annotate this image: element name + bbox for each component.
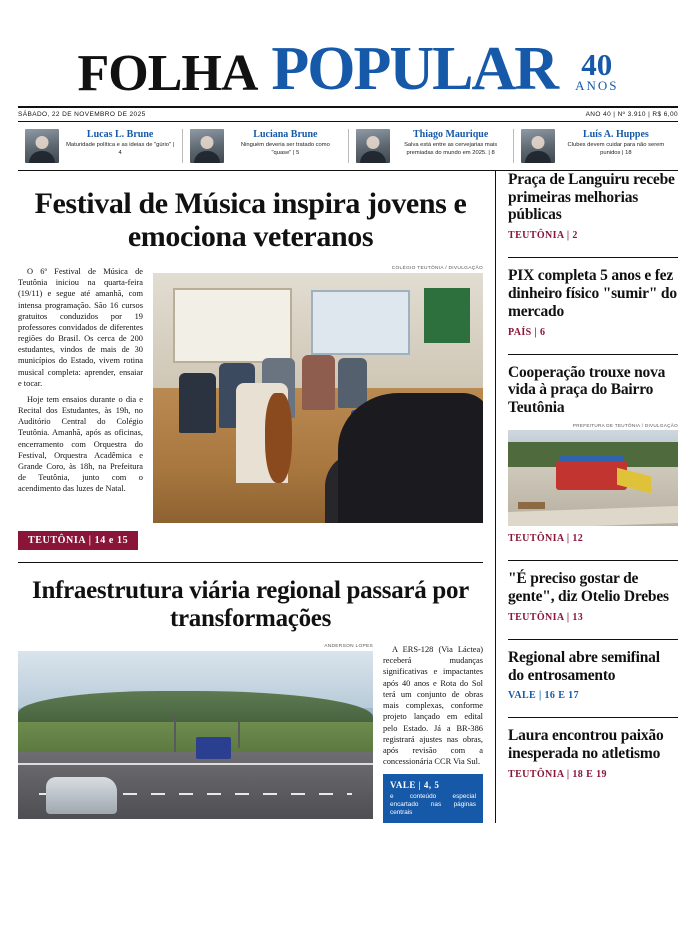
sidebar-headline: Regional abre semifinal do entrosamento	[508, 648, 660, 684]
columnist-teaser: Maturidade política e as ideias de "gúrio" | 4	[66, 141, 175, 156]
lead-figure	[153, 266, 483, 523]
lead-paragraph: O 6º Festival de Música de Teutônia iniciou na quarta-feira (19/11) e segue até amanhã, com intensa programação. São 16 cursos gratuitos conduzidos por 19 professores convidados de diferentes regiões do Brasil. Os cerca de 200 estudantes, vindos de mais de 30 municípios do Estado, vivem rotina musical completa: aprender, ensaiar e tocar.	[18, 266, 143, 388]
sidebar-divider	[508, 717, 678, 718]
masthead-title-popular: POPULAR	[271, 35, 558, 103]
avatar	[25, 129, 59, 163]
sidebar-story[interactable]	[508, 727, 678, 788]
lead-headline[interactable]: Festival de Música inspira jovens e emociona veteranos	[34, 186, 467, 254]
photo-credit: ANDERSON LOPES	[324, 643, 373, 649]
lead-section-tag[interactable]: TEUTÔNIA | 14 e 15	[18, 531, 138, 550]
masthead	[18, 0, 678, 102]
sidebar-section-tag: TEUTÔNIA | 12	[508, 533, 584, 545]
sidebar-story[interactable]	[508, 364, 678, 552]
sidebar-divider	[508, 354, 678, 355]
columnist-teaser: Salva está entre as cervejarias mais premiadas do mundo em 2025. | 8	[404, 141, 498, 156]
sidebar-section-tag: TEUTÔNIA | 2	[508, 230, 578, 242]
secondary-tag-title: VALE | 4, 5	[390, 779, 440, 790]
columnist-name: Lucas L. Brune	[86, 128, 154, 140]
columnist-item[interactable]	[18, 129, 183, 163]
secondary-story	[18, 644, 483, 823]
secondary-headline[interactable]: Infraestrutura viária regional passará por transformações	[32, 576, 469, 633]
sidebar-story[interactable]	[508, 570, 678, 631]
sidebar-divider	[508, 257, 678, 258]
photo-credit: PREFEITURA DE TEUTÔNIA / DIVULGAÇÃO	[572, 423, 678, 429]
sidebar-section-tag: VALE | 16 E 17	[508, 690, 579, 702]
sidebar-section-tag: PAÍS | 6	[508, 326, 546, 338]
anniversary-number: 40	[581, 47, 613, 83]
secondary-body-text	[383, 644, 483, 823]
sidebar-headline: Cooperação trouxe nova vida à praça do Bairro Teutônia	[508, 363, 666, 417]
sidebar-section-tag: TEUTÔNIA | 13	[508, 611, 584, 623]
columnist-teaser: Ninguém deveria ser tratado como "quase" | 5	[240, 141, 330, 156]
lead-body-text	[18, 266, 143, 523]
sidebar-story[interactable]	[508, 171, 678, 249]
sidebar-headline: Praça de Languiru recebe primeiras melhorias públicas	[508, 170, 675, 224]
avatar	[356, 129, 390, 163]
columnist-item[interactable]	[183, 129, 348, 163]
secondary-photo	[18, 651, 373, 819]
sidebar-column	[496, 171, 678, 823]
photo-credit: COLÉGIO TEUTÔNIA / DIVULGAÇÃO	[391, 265, 483, 271]
sidebar-headline: "É preciso gostar de gente", diz Otelio Drebes	[508, 570, 669, 605]
columnist-teaser: Clubes devem cuidar para não serem punidos | 18	[567, 141, 665, 156]
sidebar-headline: Laura encontrou paixão inesperada no atletismo	[508, 727, 664, 763]
avatar	[521, 129, 555, 163]
page-body	[18, 171, 678, 823]
lead-story	[18, 266, 483, 523]
columnist-name: Luís A. Huppes	[582, 128, 649, 140]
sidebar-story[interactable]	[508, 267, 678, 345]
secondary-tag-subtitle: e conteúdo especial encartado nas páginas centrais	[390, 792, 476, 817]
avatar	[190, 129, 224, 163]
story-divider	[18, 562, 483, 563]
main-column	[18, 171, 496, 823]
lead-paragraph: Hoje tem ensaios durante o dia e Recital dos Estudantes, às 19h, no Auditório Central do Colégio Teutônia. Amanhã, após as oficinas, encerramento com Orquestra do Festival, Orquestra Acadêmica e Grande Coro, às 18h, na Prefeitura de Teutônia, junto com o acendimento das luzes de Natal.	[18, 394, 143, 494]
sidebar-story[interactable]	[508, 649, 678, 710]
columnist-item[interactable]	[514, 129, 678, 163]
secondary-paragraph: A ERS-128 (Via Láctea) receberá mudanças significativas e impactantes após 40 anos e Rota do Sol terá um conjunto de obras mais complexas, conforme projeto lançado em edital pelo Estado. Já a BR-386 registrará ajustes nas obras, após revisão com a concessionária CCR Via Sul.	[383, 644, 483, 767]
columnists-strip	[18, 122, 678, 171]
issue-number: ANO 40 | Nº 3.910 | R$ 6,00	[585, 110, 678, 118]
sidebar-divider	[508, 560, 678, 561]
sidebar-photo	[508, 430, 678, 526]
sidebar-section-tag: TEUTÔNIA | 18 E 19	[508, 768, 607, 780]
secondary-section-tag[interactable]	[383, 774, 483, 823]
anniversary-word: ANOS	[575, 77, 619, 93]
anniversary-badge	[575, 47, 619, 93]
columnist-name: Thiago Maurique	[412, 128, 489, 140]
sidebar-divider	[508, 639, 678, 640]
columnist-item[interactable]	[349, 129, 514, 163]
columnist-name: Luciana Brune	[253, 128, 318, 140]
issue-date: SÁBADO, 22 DE NOVEMBRO DE 2025	[18, 110, 146, 118]
masthead-meta	[18, 108, 678, 121]
sidebar-headline: PIX completa 5 anos e fez dinheiro físico "sumir" do mercado	[508, 267, 677, 320]
secondary-figure	[18, 644, 373, 823]
lead-photo	[153, 273, 483, 523]
masthead-title-folha: FOLHA	[77, 45, 258, 102]
